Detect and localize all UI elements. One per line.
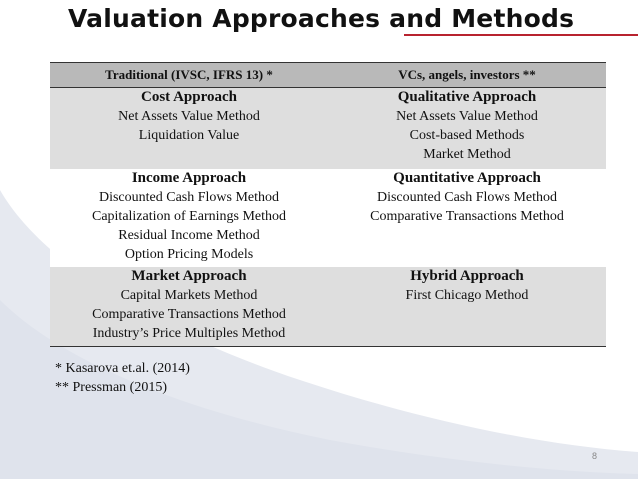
cell-line: Option Pricing Models <box>124 247 254 262</box>
title-underline <box>404 34 638 36</box>
cell-line: Comparative Transactions Method <box>370 209 564 224</box>
valuation-table <box>50 62 606 347</box>
slide-title: Valuation Approaches and Methods <box>68 4 575 33</box>
table-cell-qualitative-approach <box>328 88 606 170</box>
table-cell-market-approach <box>50 267 328 347</box>
table-cell-cost-approach <box>50 88 328 170</box>
cell-line: Market Method <box>423 147 511 162</box>
table-row <box>50 169 606 267</box>
table-row <box>50 267 606 347</box>
cell-line: Capitalization of Earnings Method <box>91 209 286 224</box>
table-cell-hybrid-approach <box>328 267 606 347</box>
cell-line: Capital Markets Method <box>120 288 258 303</box>
cell-heading: Qualitative Approach <box>397 89 537 105</box>
cell-heading: Cost Approach <box>141 89 237 105</box>
column-header-vcs: VCs, angels, investors ** <box>328 63 606 88</box>
cell-line: First Chicago Method <box>405 288 529 303</box>
footnote: ** Pressman (2015) <box>55 380 167 395</box>
table-cell-quantitative-approach <box>328 169 606 267</box>
table-cell-income-approach <box>50 169 328 267</box>
cell-line: Comparative Transactions Method <box>92 307 286 322</box>
page-number: 8 <box>592 451 598 461</box>
cell-line: Discounted Cash Flows Method <box>98 190 280 205</box>
table-row <box>50 88 606 170</box>
cell-line: Liquidation Value <box>138 128 240 143</box>
footnote: * Kasarova et.al. (2014) <box>55 361 190 376</box>
cell-line: Net Assets Value Method <box>118 109 260 124</box>
cell-line: Discounted Cash Flows Method <box>376 190 558 205</box>
footnotes <box>55 359 190 397</box>
cell-line: Residual Income Method <box>118 228 260 243</box>
cell-heading: Hybrid Approach <box>410 268 524 284</box>
cell-line: Cost-based Methods <box>409 128 525 143</box>
table-header-row <box>50 63 606 88</box>
cell-line: Industry’s Price Multiples Method <box>92 326 286 341</box>
cell-heading: Income Approach <box>131 170 247 186</box>
cell-heading: Market Approach <box>131 268 247 284</box>
cell-line: Net Assets Value Method <box>396 109 538 124</box>
cell-heading: Quantitative Approach <box>393 170 541 186</box>
column-header-traditional: Traditional (IVSC, IFRS 13) * <box>50 63 328 88</box>
